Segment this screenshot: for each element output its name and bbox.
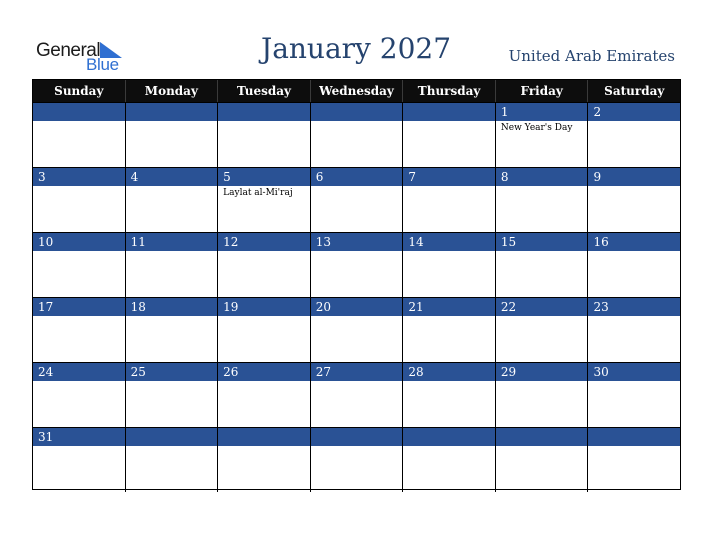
day-cell[interactable] <box>33 362 126 427</box>
day-cell[interactable] <box>588 297 680 362</box>
day-number <box>588 428 680 446</box>
day-cell[interactable] <box>218 232 311 297</box>
day-number: 29 <box>496 363 588 381</box>
calendar-week-row <box>33 297 680 362</box>
weekday-friday: Friday <box>496 80 589 102</box>
day-number: 19 <box>218 298 310 316</box>
weekday-thursday: Thursday <box>403 80 496 102</box>
day-number: 5 <box>218 168 310 186</box>
holiday-label: New Year's Day <box>500 123 573 133</box>
day-cell[interactable] <box>496 427 589 492</box>
day-number: 27 <box>311 363 403 381</box>
day-cell[interactable] <box>311 427 404 492</box>
weekday-saturday: Saturday <box>604 84 665 98</box>
day-number: 30 <box>588 363 680 381</box>
calendar-week-row <box>33 102 680 167</box>
day-number <box>403 103 495 121</box>
day-cell[interactable] <box>403 362 496 427</box>
day-number: 13 <box>311 233 403 251</box>
day-cell[interactable] <box>218 167 311 232</box>
day-cell[interactable] <box>33 427 126 492</box>
weekday-monday: Monday <box>126 80 219 102</box>
day-cell[interactable] <box>403 102 496 167</box>
day-number <box>496 428 588 446</box>
day-number <box>218 103 310 121</box>
day-number: 20 <box>311 298 403 316</box>
day-number: 10 <box>33 233 125 251</box>
day-cell[interactable] <box>33 232 126 297</box>
day-number: 22 <box>496 298 588 316</box>
day-number <box>126 428 218 446</box>
day-cell[interactable] <box>496 102 589 167</box>
logo-word-general: General <box>36 40 101 61</box>
day-number: 18 <box>126 298 218 316</box>
day-cell[interactable] <box>311 167 404 232</box>
day-cell[interactable] <box>496 232 589 297</box>
day-number: 16 <box>588 233 680 251</box>
calendar-grid <box>32 79 681 490</box>
day-number: 9 <box>588 168 680 186</box>
day-cell[interactable] <box>126 167 219 232</box>
day-number: 6 <box>311 168 403 186</box>
day-number: 7 <box>403 168 495 186</box>
weeks-container <box>33 102 680 492</box>
day-cell[interactable] <box>588 362 680 427</box>
day-number: 3 <box>33 168 125 186</box>
day-cell[interactable] <box>588 427 680 492</box>
day-number: 11 <box>126 233 218 251</box>
day-cell[interactable] <box>496 167 589 232</box>
day-cell[interactable] <box>588 167 680 232</box>
day-cell[interactable] <box>403 427 496 492</box>
day-number: 8 <box>496 168 588 186</box>
calendar-week-row <box>33 362 680 427</box>
weekday-header-row <box>33 80 680 102</box>
day-cell[interactable] <box>33 297 126 362</box>
day-number <box>33 103 125 121</box>
day-number: 25 <box>126 363 218 381</box>
day-cell[interactable] <box>403 167 496 232</box>
day-number: 4 <box>126 168 218 186</box>
day-cell[interactable] <box>496 297 589 362</box>
day-cell[interactable] <box>588 102 680 167</box>
day-cell[interactable] <box>218 427 311 492</box>
day-number: 28 <box>403 363 495 381</box>
holiday-label: Laylat al-Mi'raj <box>223 188 293 198</box>
day-cell[interactable] <box>126 362 219 427</box>
day-cell[interactable] <box>311 297 404 362</box>
page-title: January 2027 <box>260 32 452 65</box>
day-cell[interactable] <box>126 427 219 492</box>
day-cell[interactable] <box>218 102 311 167</box>
weekday-wednesday: Wednesday <box>311 80 404 102</box>
day-number: 15 <box>496 233 588 251</box>
day-cell[interactable] <box>126 232 219 297</box>
day-number <box>311 103 403 121</box>
calendar-week-row <box>33 232 680 297</box>
day-number: 17 <box>33 298 125 316</box>
day-number: 12 <box>218 233 310 251</box>
day-cell[interactable] <box>311 232 404 297</box>
day-number <box>311 428 403 446</box>
calendar-week-row <box>33 167 680 232</box>
day-cell[interactable] <box>33 167 126 232</box>
day-cell[interactable] <box>126 297 219 362</box>
day-number: 14 <box>403 233 495 251</box>
day-cell[interactable] <box>403 297 496 362</box>
weekday-sunday: Sunday <box>33 80 126 102</box>
day-number: 1 <box>496 103 588 121</box>
calendar-week-row <box>33 427 680 492</box>
day-number: 2 <box>588 103 680 121</box>
country-label: United Arab Emirates <box>508 47 675 65</box>
day-cell[interactable] <box>218 297 311 362</box>
day-number: 26 <box>218 363 310 381</box>
day-cell[interactable] <box>403 232 496 297</box>
day-number: 21 <box>403 298 495 316</box>
day-number: 31 <box>33 428 125 446</box>
day-cell[interactable] <box>218 362 311 427</box>
day-cell[interactable] <box>33 102 126 167</box>
day-cell[interactable] <box>311 102 404 167</box>
day-cell[interactable] <box>496 362 589 427</box>
logo-word-blue: Blue <box>86 55 119 74</box>
day-cell[interactable] <box>126 102 219 167</box>
day-cell[interactable] <box>588 232 680 297</box>
day-number <box>126 103 218 121</box>
day-number <box>218 428 310 446</box>
day-number <box>403 428 495 446</box>
day-number: 23 <box>588 298 680 316</box>
weekday-tuesday: Tuesday <box>218 80 311 102</box>
day-cell[interactable] <box>311 362 404 427</box>
day-number: 24 <box>33 363 125 381</box>
